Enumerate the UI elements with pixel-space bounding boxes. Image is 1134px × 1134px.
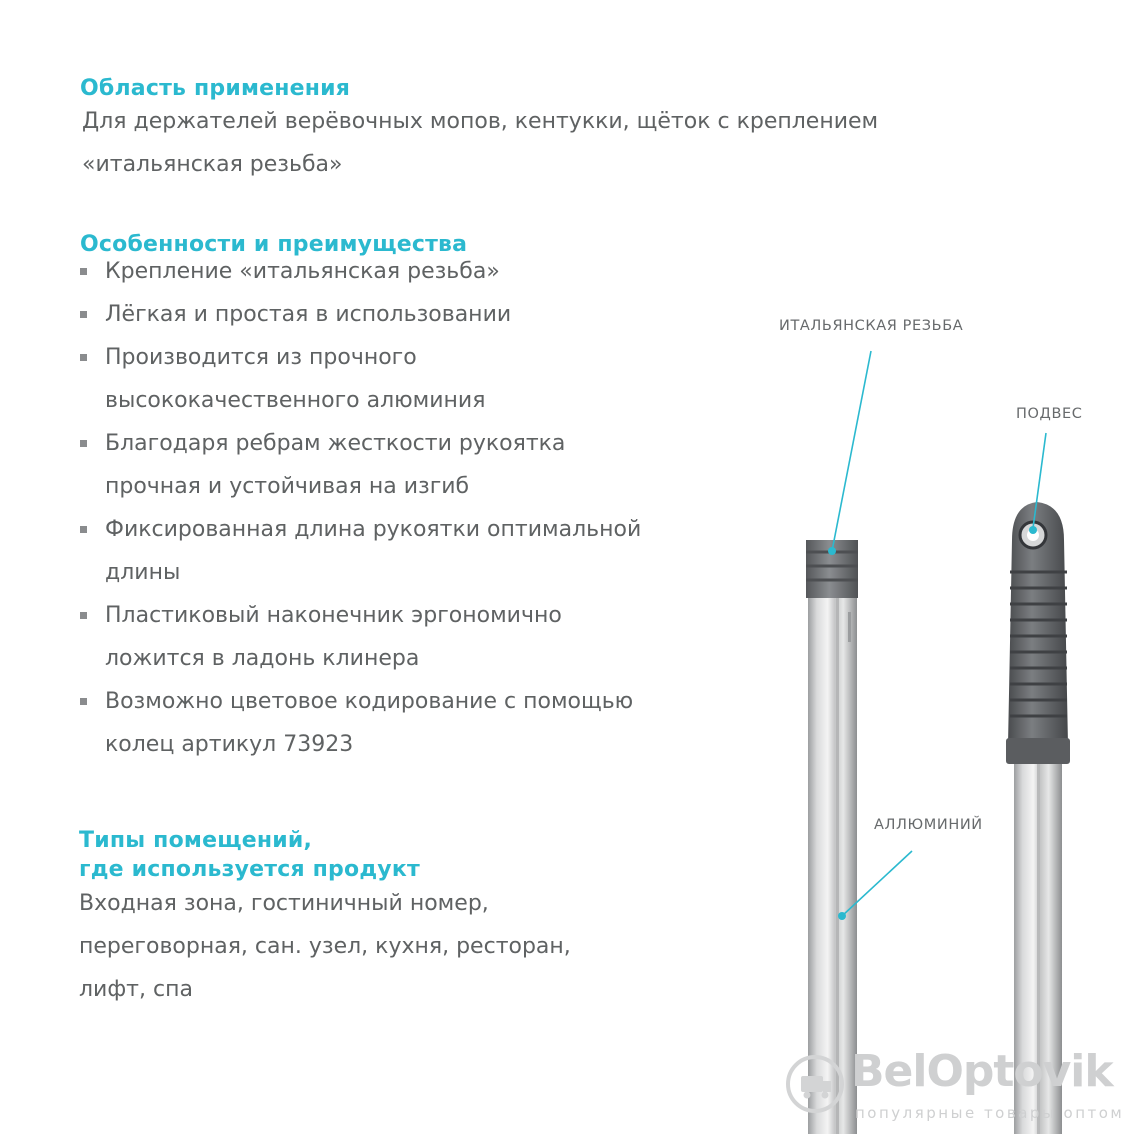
label-hanger: ПОДВЕС (1016, 406, 1083, 422)
feature-line: Крепление «итальянская резьба» (105, 259, 500, 284)
rooms-heading-line: где используется продукт (79, 857, 420, 882)
right-handle (1006, 502, 1070, 1134)
rooms-line: Входная зона, гостиничный номер, (79, 891, 489, 916)
rooms-line: лифт, спа (79, 977, 193, 1002)
watermark-logo-icon (785, 1054, 845, 1114)
application-heading: Область применения (80, 76, 351, 101)
feature-line: Благодаря ребрам жесткости рукоятка (105, 431, 566, 456)
feature-line: Фиксированная длина рукоятки оптимальной (105, 517, 642, 542)
feature-line: длины (105, 560, 181, 585)
rooms-heading-line: Типы помещений, (79, 828, 313, 853)
tube-notch (848, 612, 851, 642)
grip-collar (1006, 738, 1070, 764)
watermark (785, 1046, 1130, 1132)
feature-line: высококачественного алюминия (105, 388, 486, 413)
label-thread: ИТАЛЬЯНСКАЯ РЕЗЬБА (779, 318, 964, 334)
watermark-title: BelOptovik (851, 1046, 1113, 1097)
watermark-subtitle: популярные товары оптом (855, 1104, 1125, 1122)
feature-line: Пластиковый наконечник эргономично (105, 603, 562, 628)
hanger-callout-dot (1029, 526, 1037, 534)
feature-line: ложится в ладонь клинера (105, 646, 420, 671)
feature-line: Лёгкая и простая в использовании (105, 302, 512, 327)
aluminium-callout-dot (838, 912, 846, 920)
feature-line: Возможно цветовое кодирование с помощью (105, 689, 634, 714)
left-handle (806, 540, 858, 1134)
thread-callout-line (832, 351, 871, 551)
features-heading: Особенности и преимущества (80, 232, 468, 257)
application-line: Для держателей верёвочных мопов, кентукки, щёток с креплением (82, 109, 879, 134)
feature-line: колец артикул 73923 (105, 732, 354, 757)
application-line: «итальянская резьба» (82, 152, 343, 177)
feature-line: прочная и устойчивая на изгиб (105, 474, 470, 499)
label-aluminium: АЛЛЮМИНИЙ (874, 817, 983, 833)
rooms-line: переговорная, сан. узел, кухня, ресторан, (79, 934, 571, 959)
feature-line: Производится из прочного (105, 345, 417, 370)
thread-callout-dot (828, 547, 836, 555)
